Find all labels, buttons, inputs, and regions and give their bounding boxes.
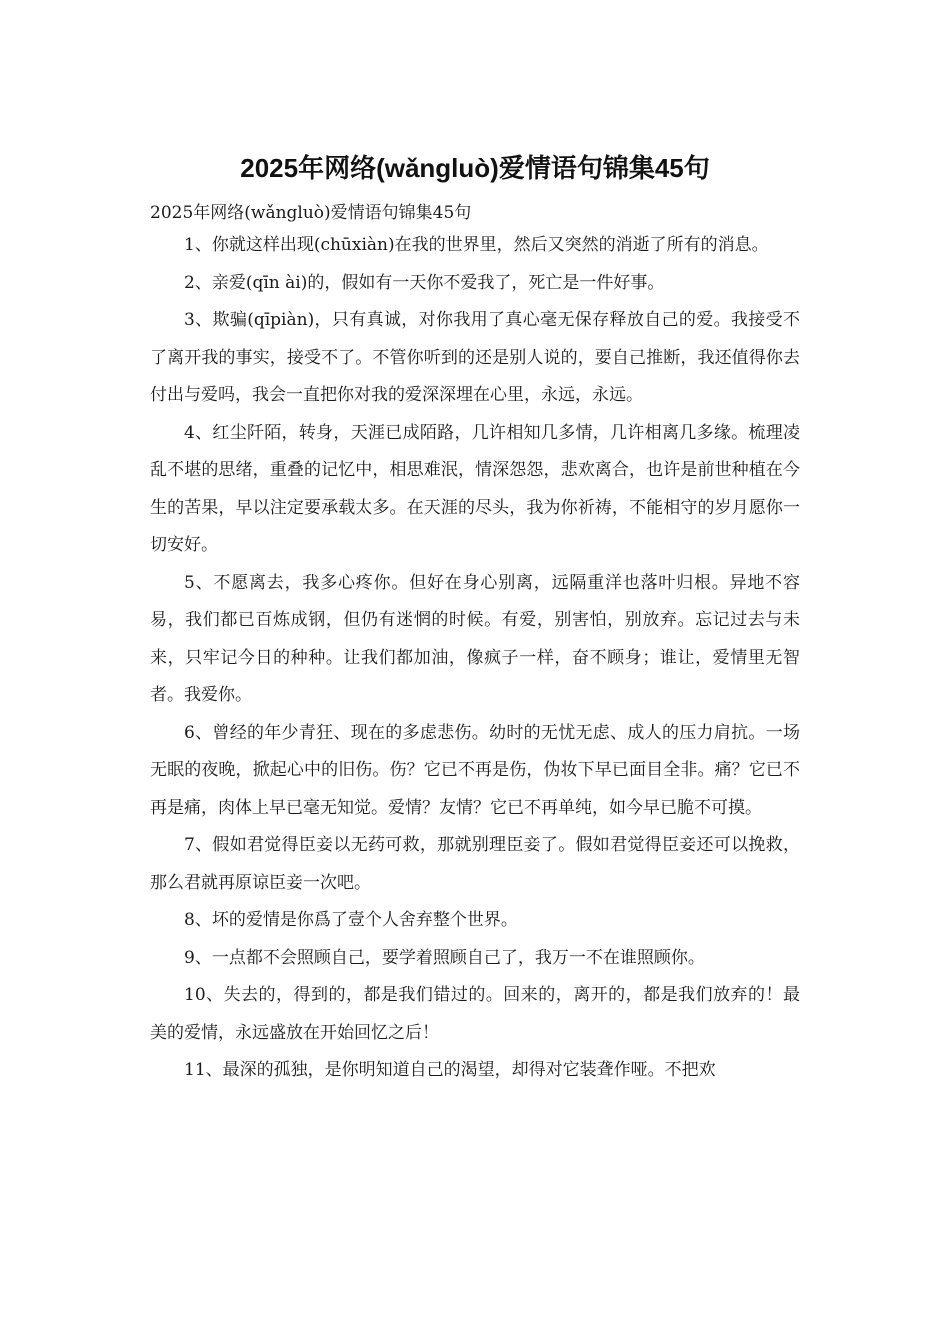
page-title: 2025年网络(wǎngluò)爱情语句锦集45句 (240, 153, 710, 183)
paragraph: 8、坏的爱情是你爲了壹个人舍弃整个世界。 (184, 910, 518, 930)
paragraph: 1、你就这样出现(chūxiàn)在我的世界里，然后又突然的消逝了所有的消息。 (184, 235, 769, 255)
paragraph: 3、欺骗(qīpiàn)，只有真诚，对你我用了真心毫无保存释放自己的爱。我接受不了离开我的事实，接受不了。不管你听到的还是别人说的，要自己推断，我还值得你去付出与爱吗，我会一直把你对我的爱深深埋在心里，永远，永远。 (150, 310, 800, 405)
paragraph: 9、一点都不会照顾自己，要学着照顾自己了，我万一不在谁照顾你。 (184, 947, 705, 968)
paragraph: 2、亲爱(qīn ài)的，假如有一天你不爱我了，死亡是一件好事。 (184, 272, 665, 293)
document-body (150, 199, 800, 1090)
paragraph: 6、曾经的年少青狂、现在的多虑悲伤。幼时的无忧无虑、成人的压力肩抗。一场无眠的夜晚，掀起心中的旧伤。伤？它已不再是伤，伪妆下早已面目全非。痛？它已不再是痛，肉体上早已毫无知觉。爱情？友情？它已不再单纯，如今早已脆不可摸。 (150, 722, 800, 818)
paragraph: 11、最深的孤独，是你明知道自己的渴望，却得对它装聋作哑。不把欢 (184, 1060, 716, 1080)
paragraph: 7、假如君觉得臣妾以无药可救，那就别理臣妾了。假如君觉得臣妾还可以挽救，那么君就再原谅臣妾一次吧。 (150, 835, 800, 893)
paragraph: 10、失去的，得到的，都是我们错过的。回来的，离开的，都是我们放弃的！最美的爱情，永远盛放在开始回忆之后！ (150, 985, 800, 1043)
paragraph: 4、红尘阡陌，转身，天涯已成陌路，几许相知几多情，几许相离几多缘。梳理凌乱不堪的思绪，重叠的记忆中，相思难泯，情深怨怨，悲欢离合，也许是前世种植在今生的苦果，早以注定要承载太多。在天涯的尽头，我为你祈祷，不能相守的岁月愿你一切安好。 (150, 422, 800, 555)
document-subtitle: 2025年网络(wǎngluò)爱情语句锦集45句 (150, 203, 472, 223)
paragraph: 5、不愿离去，我多心疼你。但好在身心别离，远隔重洋也落叶归根。异地不容易，我们都已百炼成钢，但仍有迷惘的时候。有爱，别害怕，别放弃。忘记过去与未来，只牢记今日的种种。让我们都加油，像疯子一样，奋不顾身；谁让，爱情里无智者。我爱你。 (150, 572, 800, 705)
